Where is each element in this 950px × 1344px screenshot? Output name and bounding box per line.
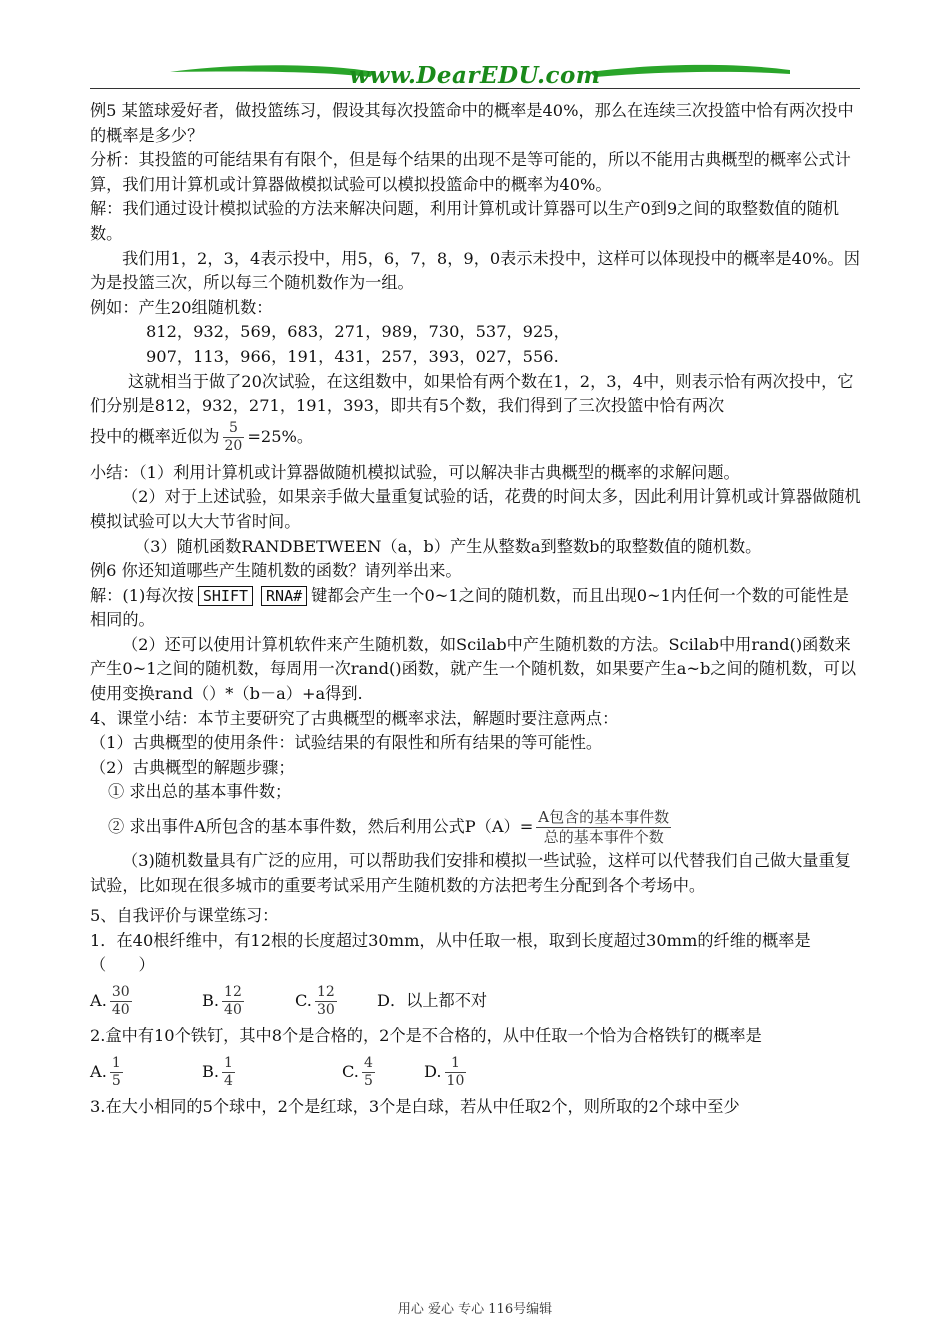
example6-para2: （2）还可以使用计算机软件来产生随机数，如Scilab中产生随机数的方法。Scilab中用rand()函数来产生0~1之间的随机数，每周用一次rand()函数，就产生一个随机数，如果要产生a~b之间的随机数，可以使用变换rand（）*（b－a）+a得到. [90, 634, 857, 704]
random-numbers-line1: 812，932，569，683，271，989，730，537，925， [146, 322, 570, 342]
q2-option-c: C. $\frac{4}{5}$ [342, 1054, 373, 1089]
site-logo[interactable]: www.DearEDU.com [349, 62, 601, 89]
question-2-options [90, 1049, 862, 1095]
question-1-options [90, 978, 862, 1024]
question-3: 3.在大小相同的5个球中，2个是红球，3个是白球，若从中任取2个，则所取的2个球中至少 [90, 1096, 740, 1116]
section4-condition1: （1）古典概型的使用条件：试验结果的有限性和所有结果的等可能性。 [90, 733, 603, 753]
q2-option-d: D. $\frac{1}{10}$ [424, 1054, 465, 1089]
section4-condition2: （2）古典概型的解题步骤； [90, 757, 295, 777]
section5-title: 5、自我评价与课堂练习： [90, 906, 279, 926]
step-1: ① 求出总的基本事件数； [108, 782, 292, 802]
q1-option-a: A. $\frac{30}{40}$ [90, 984, 130, 1018]
summary-1: 小结：（1）利用计算机或计算器做随机模拟试验，可以解决非古典概型的概率的求解问题。 [90, 462, 740, 482]
document-body [90, 99, 862, 1119]
q1-option-c: C. $\frac{12}{30}$ [295, 984, 335, 1018]
example5-analysis: 分析：其投篮的可能结果有有限个，但是每个结果的出现不是等可能的，所以不能用古典概型的概率公式计算，我们用计算机或计算器做模拟试验可以模拟投篮命中的概率为40%。 [90, 150, 851, 194]
shift-key: SHIFT [198, 586, 253, 606]
section4-condition3: （3)随机数量具有广泛的应用，可以帮助我们安排和模拟一些试验，这样可以代替我们自己做大量重复试验，比如现在很多城市的重要考试采用产生随机数的方法把考生分配到各个考场中。 [90, 851, 851, 895]
random-numbers-line2: 907，113，966，191，431，257，393，027，556. [146, 346, 559, 366]
q2-option-b: B. $\frac{1}{4}$ [202, 1054, 233, 1089]
step-2: ② 求出事件A所包含的基本事件数，然后利用公式P（A）= $\frac{\text{A包含的基本事件数}}{\text{总的基本事件个数}}$ [108, 808, 670, 847]
q1-option-d: D．以上都不对 [377, 991, 488, 1010]
rna-key: RNA# [261, 586, 307, 606]
example5-para3: 这就相当于做了20次试验，在这组数中，如果恰有两个数在1，2，3，4中，则表示恰有两次投中，它们分别是812，932，271，191，393，即共有5个数，我们得到了三次投篮中恰有两次 [90, 371, 854, 416]
summary-3: （3）随机函数RANDBETWEEN（a，b）产生从整数a到整数b的取整数值的随机数。 [134, 536, 762, 556]
example6-solution: 解：(1)每次按 SHIFT RNA# 键都会产生一个0~1之间的随机数，而且出现0~1内任何一个数的可能性是相同的。 [90, 585, 849, 630]
question-2: 2.盒中有10个铁钉，其中8个是合格的，2个是不合格的，从中任取一个恰为合格铁钉的概率是 [90, 1026, 762, 1045]
page-footer: 用心 爱心 专心 116号编辑 [397, 1302, 553, 1317]
header-rule [90, 88, 860, 89]
q1-option-b: B. $\frac{12}{40}$ [202, 984, 242, 1018]
probability-formula: $\frac{\text{A包含的基本事件数}}{\text{总的基本事件个数}}$ [538, 808, 670, 847]
question-1: 1．在40根纤维中，有12根的长度超过30mm，从中任取一根，取到长度超过30mm的纤维的概率是（ ） [90, 930, 811, 975]
fraction-5-20: $\frac{5}{20}$ [224, 419, 243, 454]
para4-post: =25%。 [247, 426, 314, 446]
summary-2: （2）对于上述试验，如果亲手做大量重复试验的话，花费的时间太多，因此利用计算机或计算器做随机模拟试验可以大大节省时间。 [90, 487, 861, 531]
section4-title: 4、课堂小结：本节主要研究了古典概型的概率求法，解题时要注意两点： [90, 708, 619, 728]
example5-solution: 解：我们通过设计模拟试验的方法来解决问题，利用计算机或计算器可以生产0到9之间的取整数值的随机数。 [90, 199, 840, 243]
example5-para1: 我们用1，2，3，4表示投中，用5，6，7，8，9，0表示未投中，这样可以体现投中的概率是40%。因为是投篮三次，所以每三个随机数作为一组。 [90, 248, 860, 293]
example5-para4 [90, 419, 862, 455]
example5-question: 例5 某篮球爱好者，做投篮练习，假设其每次投篮命中的概率是40%，那么在连续三次投篮中恰有两次投中的概率是多少？ [90, 101, 854, 145]
example6-question: 例6 你还知道哪些产生随机数的函数？请列举出来。 [90, 561, 462, 581]
para4-pre: 投中的概率近似为 [90, 426, 220, 446]
q2-option-a: A. $\frac{1}{5}$ [90, 1054, 121, 1089]
example5-para2: 例如：产生20组随机数： [90, 297, 273, 317]
